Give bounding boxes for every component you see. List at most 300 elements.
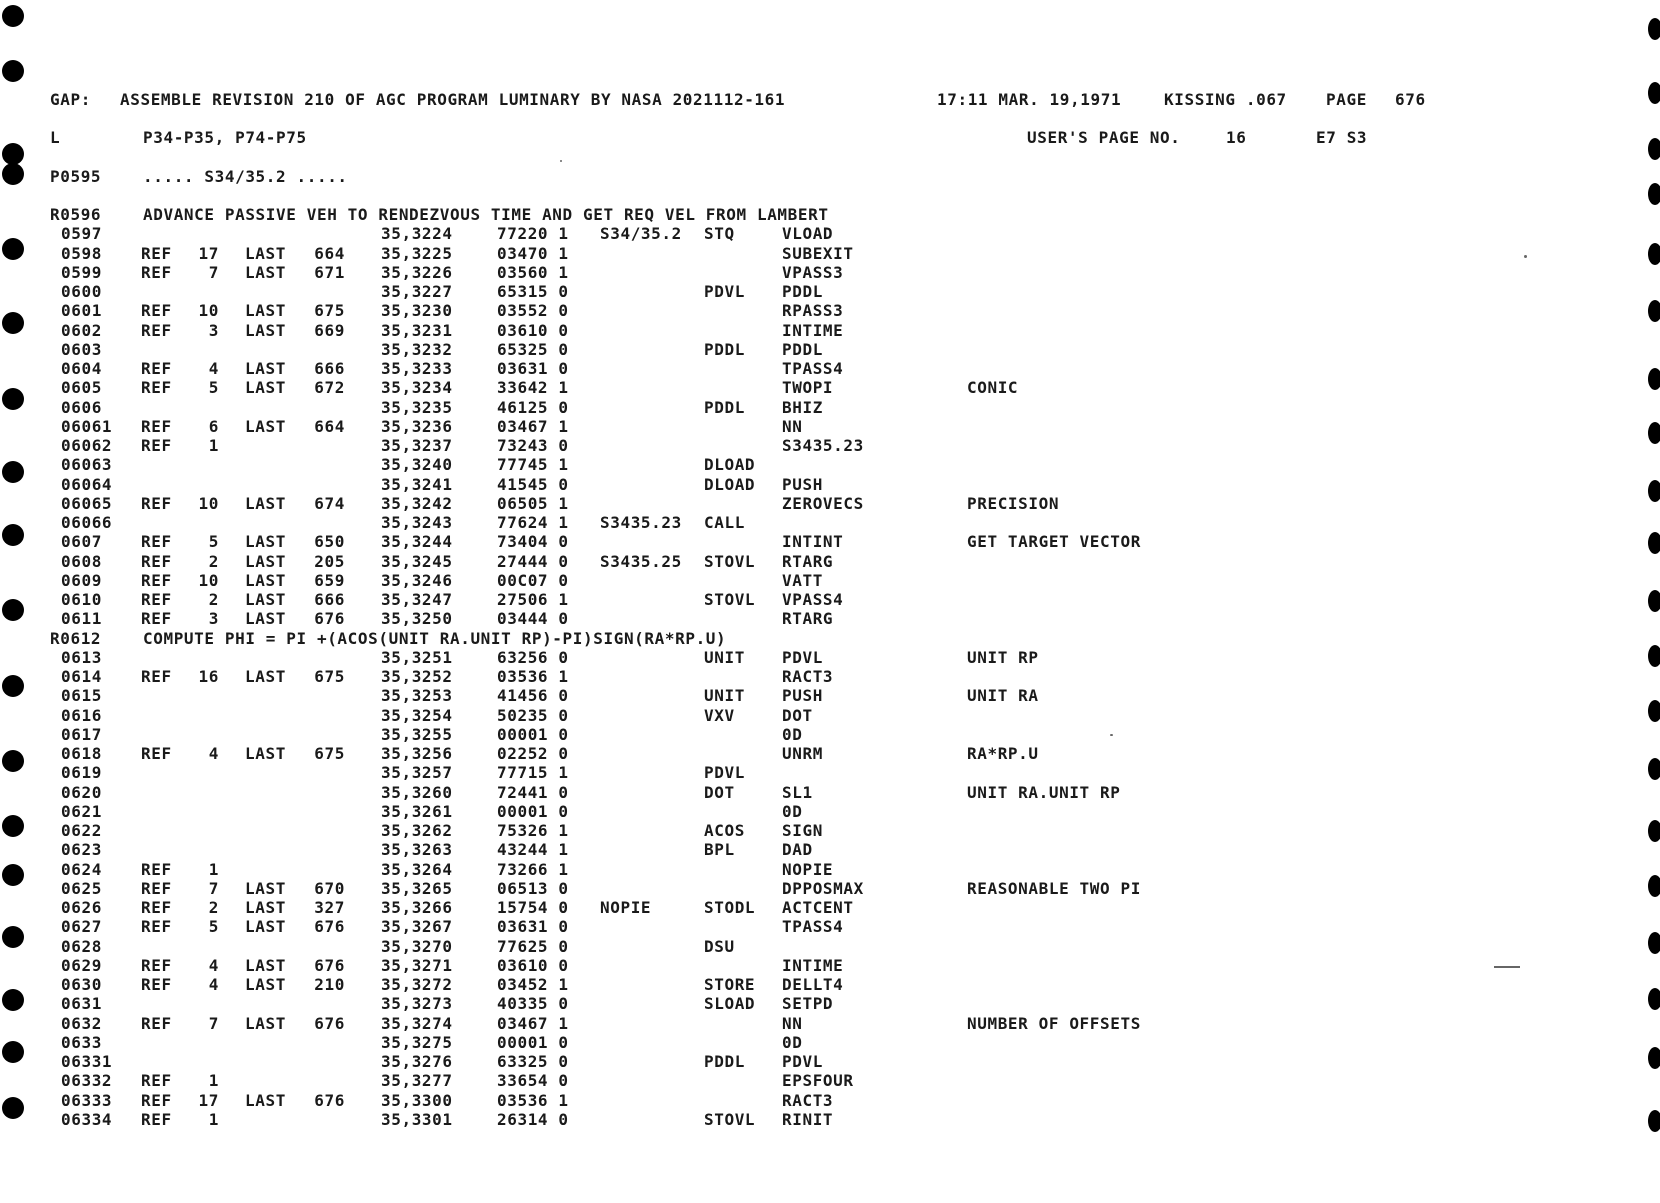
code-line (0, 244, 1660, 263)
octal-word: 33642 1 (497, 378, 569, 398)
ref-count: 6 (208, 416, 219, 436)
line-seq: 06064 (61, 474, 113, 494)
last-label: LAST (245, 898, 286, 917)
address: 35,3247 (381, 590, 453, 609)
line-seq: 0600 (61, 282, 102, 301)
octal-word: 00001 0 (497, 1032, 569, 1052)
feed-hole (1648, 138, 1660, 160)
operand: SETPD (782, 994, 834, 1014)
operand: SIGN (782, 821, 823, 840)
octal-word: 43244 1 (497, 840, 569, 860)
opcode: STOVL (704, 590, 756, 609)
code-line (0, 860, 1660, 879)
address: 35,3231 (381, 320, 453, 340)
code-line (0, 552, 1660, 571)
address: 35,3240 (381, 455, 453, 475)
line-seq: 0597 (61, 224, 102, 244)
opcode: STODL (704, 898, 756, 917)
print-speck (1524, 255, 1527, 258)
address: 35,3257 (381, 763, 453, 783)
address: 35,3272 (381, 975, 453, 994)
address: 35,3251 (381, 647, 453, 667)
octal-word: 77745 1 (497, 455, 569, 475)
ref-count: 4 (208, 975, 219, 994)
octal-word: 73243 0 (497, 436, 569, 455)
operand: NN (782, 416, 803, 436)
code-line (0, 937, 1660, 956)
ref-count: 10 (198, 493, 219, 513)
code-line (0, 667, 1660, 686)
line-seq: 06332 (61, 1071, 113, 1091)
last-label: LAST (245, 551, 286, 571)
line-seq: 0624 (61, 859, 102, 879)
octal-word: 41456 0 (497, 686, 569, 706)
line-seq: 0613 (61, 647, 102, 667)
operand: 0D (782, 724, 803, 744)
operand: EPSFOUR (782, 1071, 854, 1091)
address: 35,3230 (381, 301, 453, 321)
header-timestamp: 17:11 MAR. 19,1971 (937, 90, 1122, 109)
ref-count: 17 (198, 1090, 219, 1110)
opcode: PDDL (704, 397, 745, 417)
address: 35,3235 (381, 397, 453, 417)
address: 35,3236 (381, 416, 453, 436)
ref-label: REF (141, 917, 172, 937)
line-seq: 0611 (61, 609, 102, 629)
opcode: SLOAD (704, 994, 756, 1014)
code-line (0, 744, 1660, 763)
octal-word: 03470 1 (497, 243, 569, 263)
operand: SL1 (782, 782, 813, 802)
comment: PRECISION (967, 493, 1060, 513)
comment: RA*RP.U (967, 744, 1039, 763)
header-title: ASSEMBLE REVISION 210 OF AGC PROGRAM LUMINARY BY NASA 2021112-161 (120, 90, 786, 109)
line-seq: 0614 (61, 667, 102, 686)
address: 35,3245 (381, 551, 453, 571)
ref-count: 17 (198, 243, 219, 263)
code-line (0, 571, 1660, 590)
code-line (0, 1014, 1660, 1033)
ref-label: REF (141, 1090, 172, 1110)
header-page-label: PAGE (1326, 90, 1367, 109)
opcode: UNIT (704, 647, 745, 667)
last-label: LAST (245, 320, 286, 340)
last-label: LAST (245, 359, 286, 378)
opcode: CALL (704, 513, 745, 532)
operand: VPASS3 (782, 262, 844, 282)
last-label: LAST (245, 917, 286, 937)
opcode: PDDL (704, 1052, 745, 1071)
ref-label: REF (141, 667, 172, 686)
address: 35,3233 (381, 359, 453, 378)
line-seq: 06334 (61, 1109, 113, 1129)
ref-label: REF (141, 898, 172, 917)
comment: UNIT RA (967, 686, 1039, 706)
ref-count: 10 (198, 570, 219, 590)
last-page: 671 (314, 262, 345, 282)
last-page: 675 (314, 301, 345, 321)
address: 35,3266 (381, 898, 453, 917)
operand: TPASS4 (782, 917, 844, 937)
line-seq: 0602 (61, 320, 102, 340)
last-label: LAST (245, 416, 286, 436)
operand: UNRM (782, 744, 823, 763)
octal-word: 65315 0 (497, 282, 569, 301)
last-page: 666 (314, 590, 345, 609)
octal-word: 06513 0 (497, 878, 569, 898)
operand: NOPIE (782, 859, 834, 879)
address: 35,3225 (381, 243, 453, 263)
print-speck (560, 160, 562, 162)
comment: UNIT RP (967, 647, 1039, 667)
code-line (0, 1071, 1660, 1090)
line-seq: 0621 (61, 801, 102, 821)
code-line (0, 956, 1660, 975)
address: 35,3300 (381, 1090, 453, 1110)
ref-count: 1 (208, 436, 219, 455)
last-page: 659 (314, 570, 345, 590)
address: 35,3241 (381, 474, 453, 494)
octal-word: 73266 1 (497, 859, 569, 879)
operand: PDVL (782, 647, 823, 667)
feed-hole (2, 5, 24, 27)
subheader-programs: P34-P35, P74-P75 (143, 128, 307, 147)
operand: PUSH (782, 686, 823, 706)
operand: DPPOSMAX (782, 878, 864, 898)
ref-count: 7 (208, 262, 219, 282)
code-line (0, 321, 1660, 340)
code-line (0, 359, 1660, 378)
ref-label: REF (141, 416, 172, 436)
line-seq: 0629 (61, 955, 102, 975)
address: 35,3274 (381, 1013, 453, 1033)
octal-word: 27506 1 (497, 590, 569, 609)
operand: PDDL (782, 282, 823, 301)
last-label: LAST (245, 1013, 286, 1033)
address: 35,3256 (381, 744, 453, 763)
code-line (0, 590, 1660, 609)
opcode: VXV (704, 705, 735, 725)
ref-label: REF (141, 590, 172, 609)
last-label: LAST (245, 955, 286, 975)
last-page: 664 (314, 243, 345, 263)
address: 35,3277 (381, 1071, 453, 1091)
section-code: E7 S3 (1316, 128, 1368, 147)
octal-word: 50235 0 (497, 705, 569, 725)
ref-count: 7 (208, 1013, 219, 1033)
line-seq: 06062 (61, 436, 113, 455)
opcode: STOVL (704, 551, 756, 571)
ref-count: 1 (208, 1071, 219, 1091)
octal-word: 75326 1 (497, 821, 569, 840)
last-page: 327 (314, 898, 345, 917)
ref-label: REF (141, 532, 172, 552)
address: 35,3246 (381, 570, 453, 590)
code-line (0, 975, 1660, 994)
address: 35,3265 (381, 878, 453, 898)
ref-label: REF (141, 551, 172, 571)
code-line (0, 1033, 1660, 1052)
ref-label: REF (141, 378, 172, 398)
code-line (0, 821, 1660, 840)
octal-word: 77625 0 (497, 936, 569, 956)
last-page: 675 (314, 744, 345, 763)
octal-word: 77715 1 (497, 763, 569, 783)
last-page: 670 (314, 878, 345, 898)
octal-word: 00001 0 (497, 801, 569, 821)
code-line (0, 783, 1660, 802)
code-line (0, 417, 1660, 436)
octal-word: 40335 0 (497, 994, 569, 1014)
address: 35,3255 (381, 724, 453, 744)
line-seq: 0627 (61, 917, 102, 937)
address: 35,3276 (381, 1052, 453, 1071)
octal-word: 63256 0 (497, 647, 569, 667)
line-seq: 0608 (61, 551, 102, 571)
symbol-label: S34/35.2 (600, 224, 682, 244)
last-label: LAST (245, 570, 286, 590)
line-seq: R0596 (50, 205, 102, 224)
ref-label: REF (141, 1109, 172, 1129)
address: 35,3262 (381, 821, 453, 840)
users-page-number: 16 (1226, 128, 1247, 147)
address: 35,3242 (381, 493, 453, 513)
code-line (0, 532, 1660, 551)
feed-hole (1648, 183, 1660, 205)
last-label: LAST (245, 878, 286, 898)
symbol-label: S3435.23 (600, 513, 682, 532)
comment: NUMBER OF OFFSETS (967, 1013, 1141, 1033)
operand: RACT3 (782, 667, 834, 686)
line-seq: 0631 (61, 994, 102, 1014)
code-line (0, 706, 1660, 725)
operand: 0D (782, 801, 803, 821)
address: 35,3267 (381, 917, 453, 937)
code-line (0, 763, 1660, 782)
comment: CONIC (967, 378, 1019, 398)
remark-line (0, 629, 1660, 648)
last-label: LAST (245, 667, 286, 686)
ref-label: REF (141, 493, 172, 513)
octal-word: 15754 0 (497, 898, 569, 917)
ref-count: 5 (208, 917, 219, 937)
address: 35,3232 (381, 339, 453, 359)
operand: VATT (782, 570, 823, 590)
last-page: 676 (314, 917, 345, 937)
ref-count: 5 (208, 532, 219, 552)
last-label: LAST (245, 243, 286, 263)
code-line (0, 340, 1660, 359)
line-seq: 0619 (61, 763, 102, 783)
line-seq: 0620 (61, 782, 102, 802)
last-page: 666 (314, 359, 345, 378)
line-seq: 0623 (61, 840, 102, 860)
line-seq: 0607 (61, 532, 102, 552)
octal-word: 77624 1 (497, 513, 569, 532)
operand: ACTCENT (782, 898, 854, 917)
octal-word: 41545 0 (497, 474, 569, 494)
ref-label: REF (141, 955, 172, 975)
line-seq: 0625 (61, 878, 102, 898)
line-seq: 0610 (61, 590, 102, 609)
octal-word: 03452 1 (497, 975, 569, 994)
line-seq: 0617 (61, 724, 102, 744)
address: 35,3260 (381, 782, 453, 802)
operand: SUBEXIT (782, 243, 854, 263)
line-seq: 06065 (61, 493, 113, 513)
last-page: 676 (314, 609, 345, 629)
operand: PDDL (782, 339, 823, 359)
opcode: STORE (704, 975, 756, 994)
ref-count: 10 (198, 301, 219, 321)
address: 35,3244 (381, 532, 453, 552)
octal-word: 03536 1 (497, 1090, 569, 1110)
octal-word: 02252 0 (497, 744, 569, 763)
comment: GET TARGET VECTOR (967, 532, 1141, 552)
opcode: DLOAD (704, 455, 756, 475)
code-line (0, 802, 1660, 821)
line-seq: 0605 (61, 378, 102, 398)
line-seq: 06063 (61, 455, 113, 475)
operand: RTARG (782, 551, 834, 571)
octal-word: 06505 1 (497, 493, 569, 513)
header-kissing: KISSING .067 (1164, 90, 1287, 109)
last-label: LAST (245, 609, 286, 629)
code-line (0, 494, 1660, 513)
last-label: LAST (245, 590, 286, 609)
operand: VPASS4 (782, 590, 844, 609)
operand: RINIT (782, 1109, 834, 1129)
opcode: PDDL (704, 339, 745, 359)
ref-count: 2 (208, 590, 219, 609)
code-line (0, 686, 1660, 705)
code-line (0, 301, 1660, 320)
symbol-label: NOPIE (600, 898, 652, 917)
code-line (0, 917, 1660, 936)
octal-word: 46125 0 (497, 397, 569, 417)
opcode: ACOS (704, 821, 745, 840)
code-line (0, 840, 1660, 859)
users-page-label: USER'S PAGE NO. (1027, 128, 1181, 147)
comment: UNIT RA.UNIT RP (967, 782, 1121, 802)
line-seq: 0618 (61, 744, 102, 763)
operand: PUSH (782, 474, 823, 494)
remark-text: COMPUTE PHI = PI +(ACOS(UNIT RA.UNIT RP)-PI)SIGN(RA*RP.U) (143, 628, 727, 648)
last-page: 210 (314, 975, 345, 994)
code-line (0, 609, 1660, 628)
last-page: 676 (314, 1090, 345, 1110)
code-line (0, 398, 1660, 417)
print-speck (1110, 734, 1113, 736)
address: 35,3263 (381, 840, 453, 860)
operand: BHIZ (782, 397, 823, 417)
code-line (0, 1052, 1660, 1071)
ref-label: REF (141, 243, 172, 263)
operand: NN (782, 1013, 803, 1033)
last-page: 669 (314, 320, 345, 340)
line-seq: 0606 (61, 397, 102, 417)
last-label: LAST (245, 262, 286, 282)
opcode: DLOAD (704, 474, 756, 494)
octal-word: 03610 0 (497, 955, 569, 975)
feed-hole (2, 163, 24, 185)
code-line (0, 436, 1660, 455)
ref-count: 3 (208, 609, 219, 629)
last-page: 676 (314, 1013, 345, 1033)
code-line (0, 648, 1660, 667)
line-seq: 0601 (61, 301, 102, 321)
code-line (0, 898, 1660, 917)
operand: S3435.23 (782, 436, 864, 455)
opcode: STOVL (704, 1109, 756, 1129)
operand: DELLT4 (782, 975, 844, 994)
octal-word: 73404 0 (497, 532, 569, 552)
address: 35,3273 (381, 994, 453, 1014)
octal-word: 65325 0 (497, 339, 569, 359)
octal-word: 72441 0 (497, 782, 569, 802)
ref-label: REF (141, 1071, 172, 1091)
header-gap: GAP: (50, 90, 91, 109)
line-seq: 0622 (61, 821, 102, 840)
last-page: 650 (314, 532, 345, 552)
last-page: 664 (314, 416, 345, 436)
opcode: DOT (704, 782, 735, 802)
octal-word: 00001 0 (497, 724, 569, 744)
line-seq: 0609 (61, 570, 102, 590)
ref-label: REF (141, 570, 172, 590)
address: 35,3227 (381, 282, 453, 301)
last-page: 675 (314, 667, 345, 686)
remark-text: ADVANCE PASSIVE VEH TO RENDEZVOUS TIME AND GET REQ VEL FROM LAMBERT (143, 205, 829, 224)
address: 35,3254 (381, 705, 453, 725)
operand: TPASS4 (782, 359, 844, 378)
address: 35,3253 (381, 686, 453, 706)
operand: 0D (782, 1032, 803, 1052)
page-marker-label: ..... S34/35.2 ..... (143, 167, 348, 186)
octal-word: 03467 1 (497, 416, 569, 436)
opcode: UNIT (704, 686, 745, 706)
ref-count: 16 (198, 667, 219, 686)
ref-label: REF (141, 262, 172, 282)
line-seq: 0599 (61, 262, 102, 282)
opcode: DSU (704, 936, 735, 956)
code-line (0, 263, 1660, 282)
ref-count: 4 (208, 744, 219, 763)
ref-count: 5 (208, 378, 219, 398)
line-seq: 0616 (61, 705, 102, 725)
last-label: LAST (245, 532, 286, 552)
address: 35,3275 (381, 1032, 453, 1052)
ref-count: 2 (208, 898, 219, 917)
operand: VLOAD (782, 224, 834, 244)
code-line (0, 994, 1660, 1013)
ref-label: REF (141, 359, 172, 378)
code-line (0, 513, 1660, 532)
header-page-number: 676 (1395, 90, 1426, 109)
last-label: LAST (245, 493, 286, 513)
code-line (0, 224, 1660, 243)
opcode: PDVL (704, 282, 745, 301)
feed-hole (1648, 18, 1660, 40)
address: 35,3264 (381, 859, 453, 879)
octal-word: 03552 0 (497, 301, 569, 321)
ref-count: 4 (208, 359, 219, 378)
address: 35,3234 (381, 378, 453, 398)
operand: ZEROVECS (782, 493, 864, 513)
ref-label: REF (141, 859, 172, 879)
feed-hole (2, 60, 24, 82)
code-line (0, 378, 1660, 397)
